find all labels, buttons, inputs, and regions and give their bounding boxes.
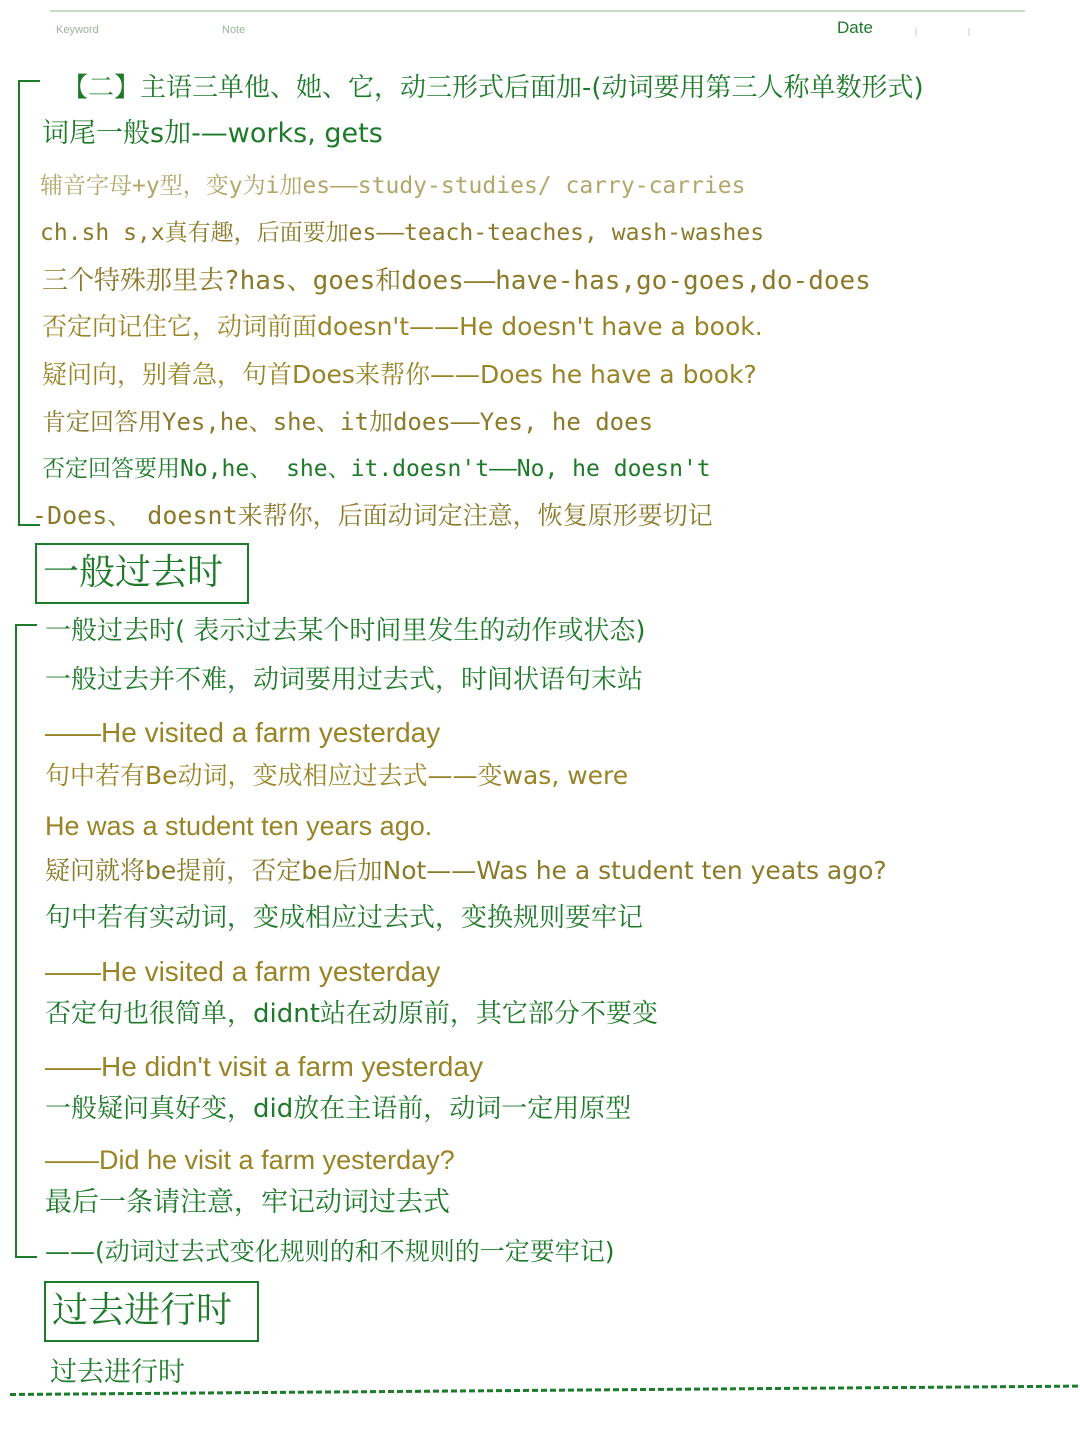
keyword-label: Keyword (56, 24, 99, 36)
section-title-past-continuous: 过去进行时 (44, 1281, 259, 1342)
date-label: Date (837, 18, 873, 37)
rule-line: 一般疑问真好变，did放在主语前，动词一定用原型 (45, 1094, 632, 1124)
rule-line: 过去进行时 (50, 1357, 185, 1388)
example-line: ——He visited a farm yesterday (45, 717, 441, 748)
rule-line: 词尾一般s加-—works, gets (42, 118, 383, 149)
section-bracket (18, 80, 40, 526)
rule-line: ——(动词过去式变化规则的和不规则的一定要牢记) (45, 1237, 615, 1266)
example-line: He was a student ten years ago. (45, 811, 433, 841)
section-bracket (15, 624, 37, 1258)
rule-line: -Does、 doesnt来帮你，后面动词定注意，恢复原形要切记 (32, 501, 713, 530)
rule-line: 肯定回答用Yes,he、she、it加does——Yes, he does (42, 408, 654, 436)
rule-line: 最后一条请注意，牢记动词过去式 (45, 1187, 450, 1218)
rule-line: 疑问就将be提前，否定be后加Not——Was he a student ten yeats ago? (45, 856, 887, 885)
rule-line: 否定句也很简单，didnt站在动原前，其它部分不要变 (45, 999, 658, 1029)
date-tick (915, 28, 917, 36)
rule-line: ch.sh s,x真有趣，后面要加es——teach-teaches, wash-washes (40, 220, 765, 246)
section-title-past-simple: 一般过去时 (35, 543, 249, 604)
example-line: ——Did he visit a farm yesterday? (45, 1145, 455, 1175)
example-line: ——He visited a farm yesterday (45, 956, 441, 987)
rule-line: 一般过去并不难，动词要用过去式，时间状语句末站 (45, 665, 644, 695)
top-rule (50, 10, 1025, 12)
rule-line: 辅音字母+y型，变y为i加es——study-studies/ carry-carries (40, 173, 746, 199)
rule-line: 否定回答要用No,he、 she、it.doesn't——No, he doesn't (42, 456, 711, 482)
rule-line: 疑问向，别着急，句首Does来帮你——Does he have a book? (42, 360, 757, 389)
rule-line: 句中若有Be动词，变成相应过去式——变was, were (45, 761, 629, 790)
rule-line: 【二】主语三单他、她、它，动三形式后面加-(动词要用第三人称单数形式) (62, 73, 924, 103)
note-label: Note (222, 24, 246, 36)
rule-line: 句中若有实动词，变成相应过去式，变换规则要牢记 (45, 903, 644, 933)
example-line: ——He didn't visit a farm yesterday (45, 1051, 483, 1082)
date-tick (968, 28, 970, 36)
rule-line: 一般过去时( 表示过去某个时间里发生的动作或状态) (45, 616, 646, 646)
rule-line: 否定向记住它，动词前面doesn't——He doesn't have a book. (42, 312, 763, 341)
rule-line: 三个特殊那里去?has、goes和does——have-has,go-goes,do-does (42, 266, 871, 296)
